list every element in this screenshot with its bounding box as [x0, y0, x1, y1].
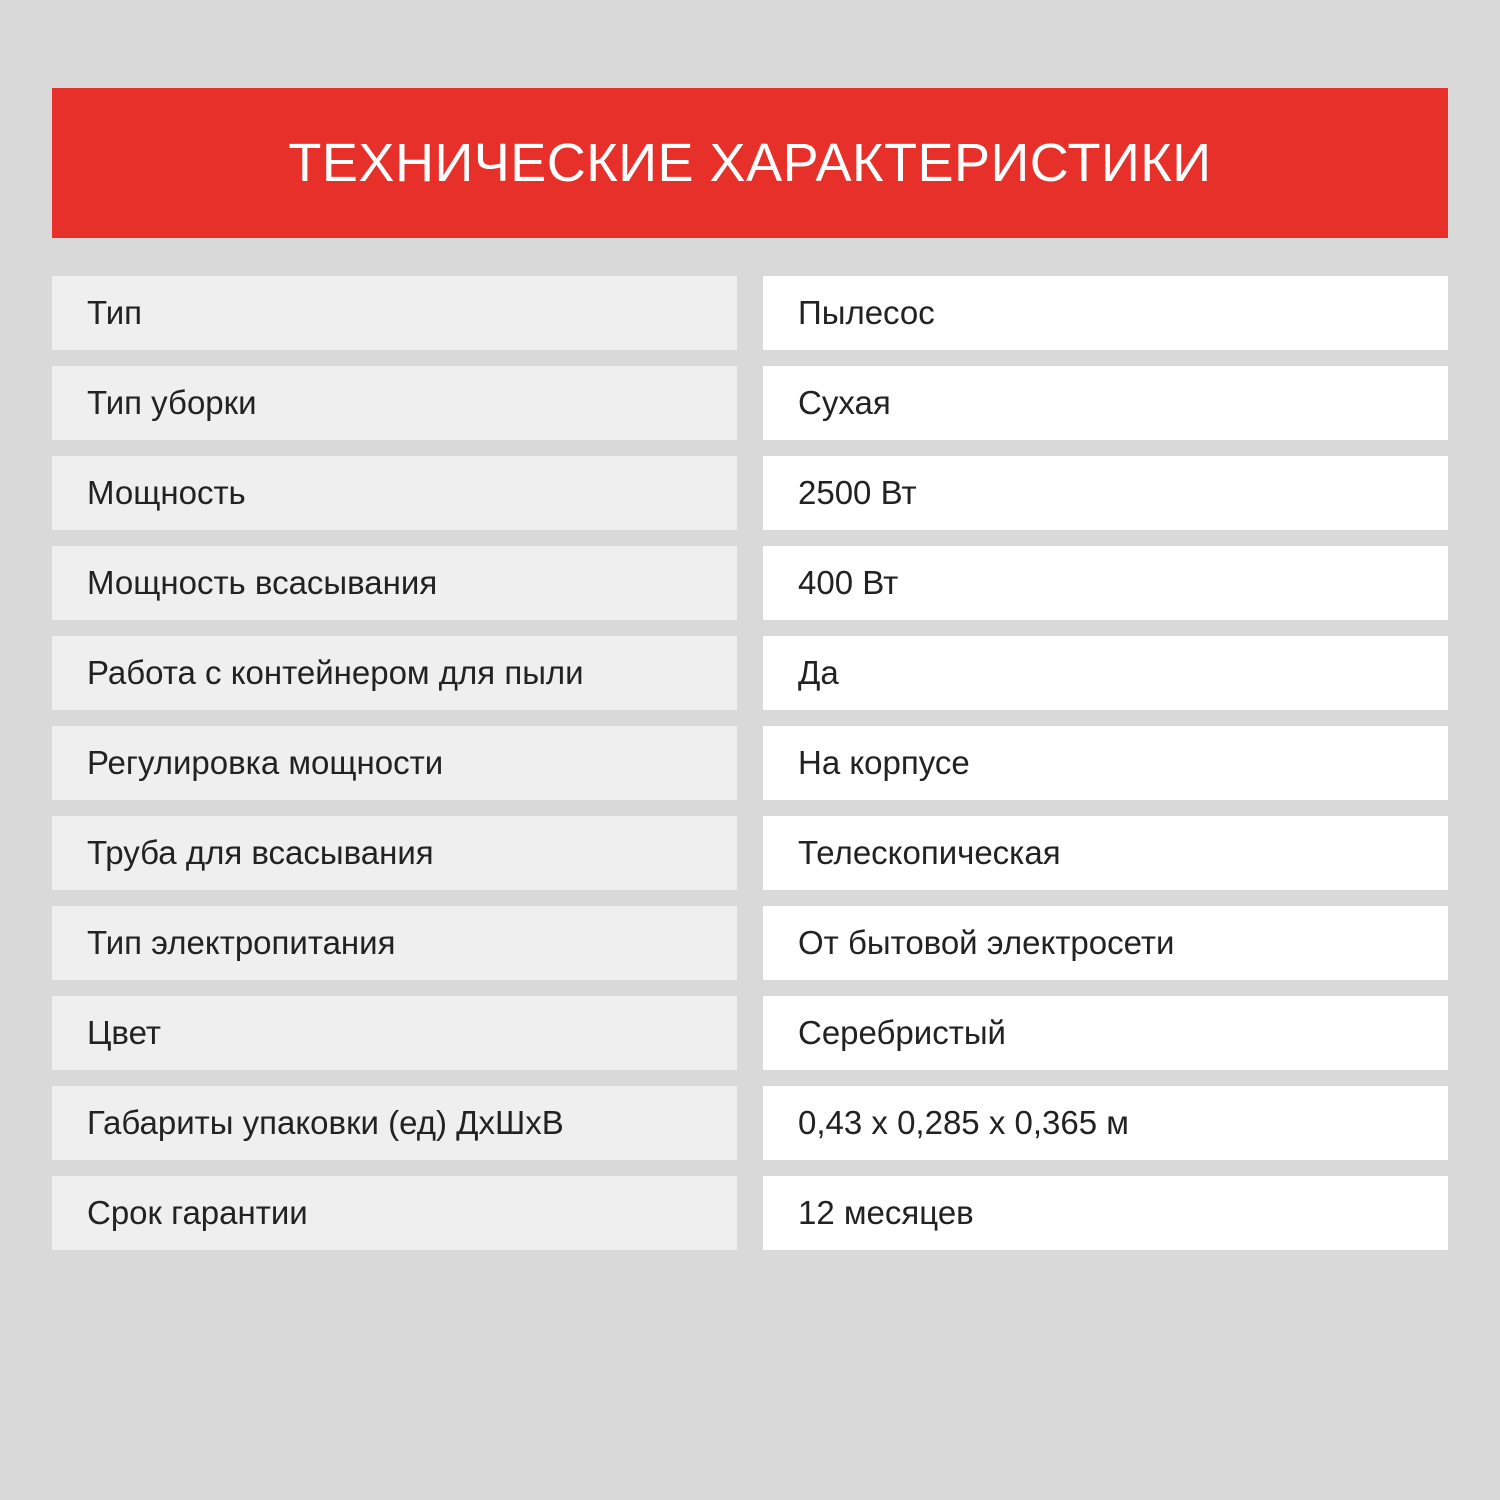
- spec-row: [52, 906, 1448, 980]
- spec-row: [52, 996, 1448, 1070]
- spec-label: Срок гарантии: [52, 1176, 737, 1250]
- spec-row: [52, 1176, 1448, 1250]
- spec-value: 0,43 х 0,285 х 0,365 м: [763, 1086, 1448, 1160]
- spec-row: [52, 816, 1448, 890]
- spec-value: Сухая: [763, 366, 1448, 440]
- spec-row: [52, 1086, 1448, 1160]
- spec-value: Пылесос: [763, 276, 1448, 350]
- spec-row: [52, 276, 1448, 350]
- spec-value: 12 месяцев: [763, 1176, 1448, 1250]
- spec-label: Тип электропитания: [52, 906, 737, 980]
- spec-label: Мощность всасывания: [52, 546, 737, 620]
- spec-label: Труба для всасывания: [52, 816, 737, 890]
- page-title: ТЕХНИЧЕСКИЕ ХАРАКТЕРИСТИКИ: [288, 133, 1212, 193]
- spec-value: Серебристый: [763, 996, 1448, 1070]
- spec-table: [52, 276, 1448, 1266]
- spec-value: Телескопическая: [763, 816, 1448, 890]
- header-banner: [52, 88, 1448, 238]
- spec-row: [52, 366, 1448, 440]
- spec-row: [52, 456, 1448, 530]
- spec-label: Тип: [52, 276, 737, 350]
- spec-label: Габариты упаковки (ед) ДхШхВ: [52, 1086, 737, 1160]
- spec-value: 400 Вт: [763, 546, 1448, 620]
- spec-row: [52, 546, 1448, 620]
- spec-value: Да: [763, 636, 1448, 710]
- spec-label: Цвет: [52, 996, 737, 1070]
- spec-value: На корпусе: [763, 726, 1448, 800]
- spec-label: Работа с контейнером для пыли: [52, 636, 737, 710]
- spec-label: Регулировка мощности: [52, 726, 737, 800]
- spec-value: 2500 Вт: [763, 456, 1448, 530]
- spec-value: От бытовой электросети: [763, 906, 1448, 980]
- spec-label: Тип уборки: [52, 366, 737, 440]
- spec-label: Мощность: [52, 456, 737, 530]
- spec-row: [52, 726, 1448, 800]
- spec-row: [52, 636, 1448, 710]
